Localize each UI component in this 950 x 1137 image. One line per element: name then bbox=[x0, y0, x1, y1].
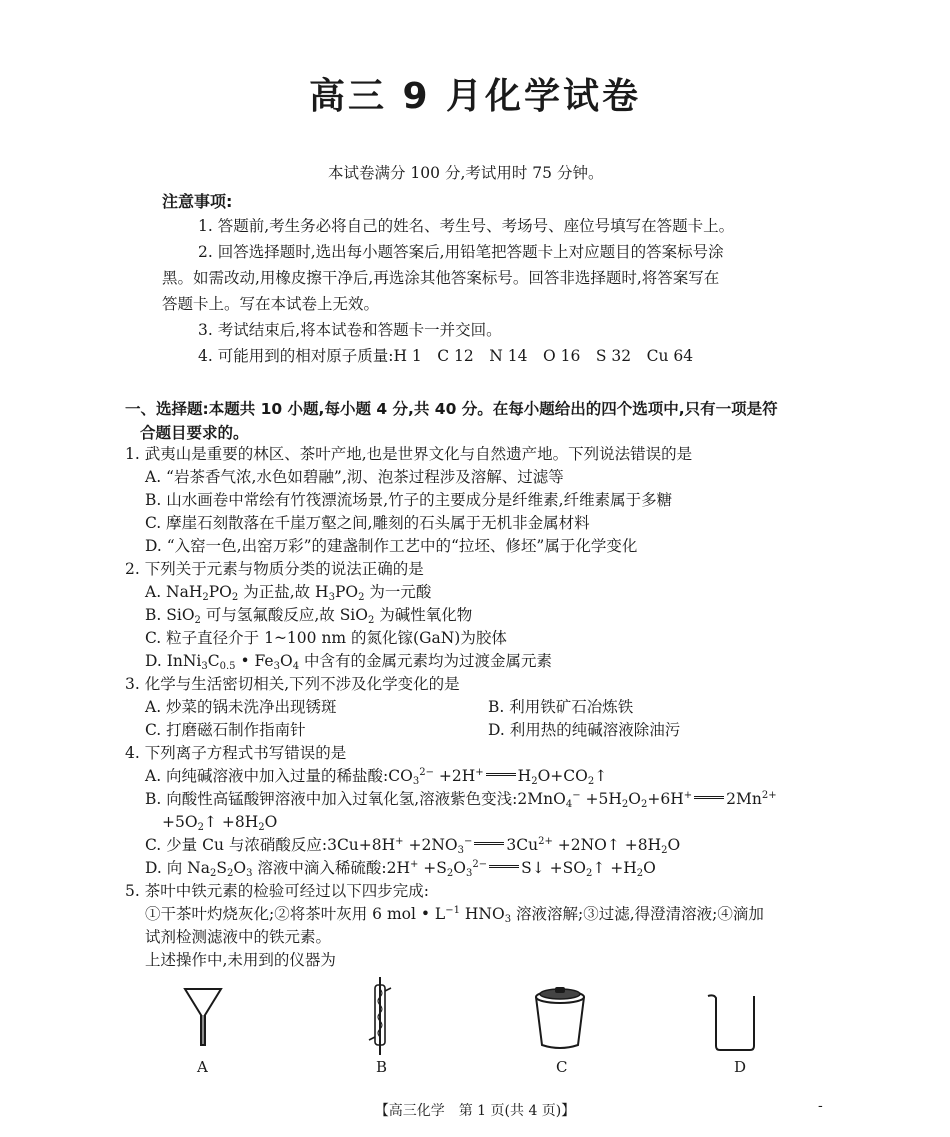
equals-sign bbox=[489, 865, 519, 868]
question-3-option-d: D. 利用热的纯碱溶液除油污 bbox=[488, 721, 681, 739]
question-5-stem: 5. 茶叶中铁元素的检验可经过以下四步完成: bbox=[125, 882, 429, 900]
exam-intro: 本试卷满分 100 分,考试用时 75 分钟。 bbox=[328, 164, 604, 182]
page-footer: 【高三化学 第 1 页(共 4 页)】 bbox=[374, 1103, 576, 1119]
equals-sign bbox=[694, 796, 724, 799]
question-3-option-a: A. 炒菜的锅未洗净出现锈斑 bbox=[145, 698, 337, 716]
question-2-option-c: C. 粒子直径介于 1~100 nm 的氮化镓(GaN)为胶体 bbox=[145, 629, 507, 647]
question-5-steps-line-1: ①干茶叶灼烧灰化;②将茶叶灰用 6 mol • $L^{-1}$ $HNO_3$ 溶液溶解;③过滤,得澄清溶液;④滴加 bbox=[145, 905, 764, 925]
section-heading-line-2: 合题目要求的。 bbox=[140, 424, 249, 442]
question-1-option-a: A. “岩茶香气浓,水色如碧融”,沏、泡茶过程涉及溶解、过滤等 bbox=[145, 468, 564, 486]
notice-item-3: 3. 考试结束后,将本试卷和答题卡一并交回。 bbox=[198, 321, 502, 339]
equals-sign bbox=[474, 842, 504, 845]
question-1-option-c: C. 摩崖石刻散落在千崖万壑之间,雕刻的石头属于无机非金属材料 bbox=[145, 514, 590, 532]
question-4-option-c: C. 少量 Cu 与浓硝酸反应:3Cu+8H+ $+2NO_3^-$ $3Cu^{2+}$ +2NO↑ $+8H_2O$ bbox=[145, 836, 681, 856]
notice-item-4: 4. 可能用到的相对原子质量:H 1 C 12 N 14 O 16 S 32 Cu 64 bbox=[198, 347, 694, 365]
beaker-icon bbox=[706, 992, 762, 1052]
question-4-option-b: B. 向酸性高锰酸钾溶液中加入过氧化氢,溶液紫色变浅:2MnO$_4$− $+5H_2O_2+6H^+$ $2Mn^{2+}$ bbox=[145, 790, 777, 810]
question-1-stem: 1. 武夷山是重要的林区、茶叶产地,也是世界文化与自然遗产地。下列说法错误的是 bbox=[125, 445, 693, 463]
question-5-prompt: 上述操作中,未用到的仪器为 bbox=[145, 951, 336, 969]
crucible-icon bbox=[530, 985, 590, 1053]
equals-sign bbox=[486, 773, 516, 776]
question-2-option-a: A. $NaH_2PO_2$ 为正盐,故 $H_3PO_2$ 为一元酸 bbox=[145, 583, 432, 603]
notice-item-2-line-3: 答题卡上。写在本试卷上无效。 bbox=[162, 295, 380, 313]
question-2-option-d: D. $InNi_3C_{0.5}$ • $Fe_3O_4$ 中含有的金属元素均为过渡金属元素 bbox=[145, 652, 552, 672]
apparatus-label-b: B bbox=[376, 1058, 388, 1076]
apparatus-label-c: C bbox=[556, 1058, 568, 1076]
question-1-option-b: B. 山水画卷中常绘有竹筏漂流场景,竹子的主要成分是纤维素,纤维素属于多糖 bbox=[145, 491, 673, 509]
question-4-option-a: A. 向纯碱溶液中加入过量的稀盐酸$:CO_3^{2-} +2H^+$ $H_2O+CO_2↑$ bbox=[145, 767, 608, 787]
apparatus-label-a: A bbox=[197, 1058, 208, 1076]
question-2-stem: 2. 下列关于元素与物质分类的说法正确的是 bbox=[125, 560, 424, 578]
notice-item-2-line-1: 2. 回答选择题时,选出每小题答案后,用铅笔把答题卡上对应题目的答案标号涂 bbox=[198, 243, 724, 261]
notice-item-1: 1. 答题前,考生务必将自己的姓名、考生号、考场号、座位号填写在答题卡上。 bbox=[198, 217, 735, 235]
question-5-steps-line-2: 试剂检测滤液中的铁元素。 bbox=[145, 928, 332, 946]
question-3-option-c: C. 打磨磁石制作指南针 bbox=[145, 721, 306, 739]
question-3-option-b: B. 利用铁矿石冶炼铁 bbox=[488, 698, 634, 716]
page-title: 高三 9 月化学试卷 bbox=[308, 76, 642, 117]
section-heading-line-1: 一、选择题:本题共 10 小题,每小题 4 分,共 40 分。在每小题给出的四个选项中,只有一项是符 bbox=[125, 400, 778, 418]
corner-mark: - bbox=[818, 1098, 823, 1114]
notice-heading: 注意事项: bbox=[162, 192, 233, 211]
question-1-option-d: D. “入窑一色,出窑万彩”的建盏制作工艺中的“拉坯、修坯”属于化学变化 bbox=[145, 537, 638, 555]
question-4-stem: 4. 下列离子方程式书写错误的是 bbox=[125, 744, 347, 762]
question-4-option-b-continued: $+5O_2↑ +8H_2O$ bbox=[162, 813, 278, 833]
question-4-option-d: D. 向 $Na_2S_2O_3$ 溶液中滴入稀硫酸:2H+ $+S_2O_3^{2-}$ S↓ $+SO_2↑ +H_2O$ bbox=[145, 859, 656, 879]
notice-item-2-line-2: 黑。如需改动,用橡皮擦干净后,再选涂其他答案标号。回答非选择题时,将答案写在 bbox=[162, 269, 720, 287]
question-2-option-b: B. SiO$_2$ 可与氢氟酸反应,故 SiO$_2$ 为碱性氧化物 bbox=[145, 606, 473, 626]
funnel-icon bbox=[183, 985, 223, 1050]
condenser-icon bbox=[366, 975, 394, 1057]
question-3-stem: 3. 化学与生活密切相关,下列不涉及化学变化的是 bbox=[125, 675, 460, 693]
apparatus-label-d: D bbox=[734, 1058, 747, 1076]
